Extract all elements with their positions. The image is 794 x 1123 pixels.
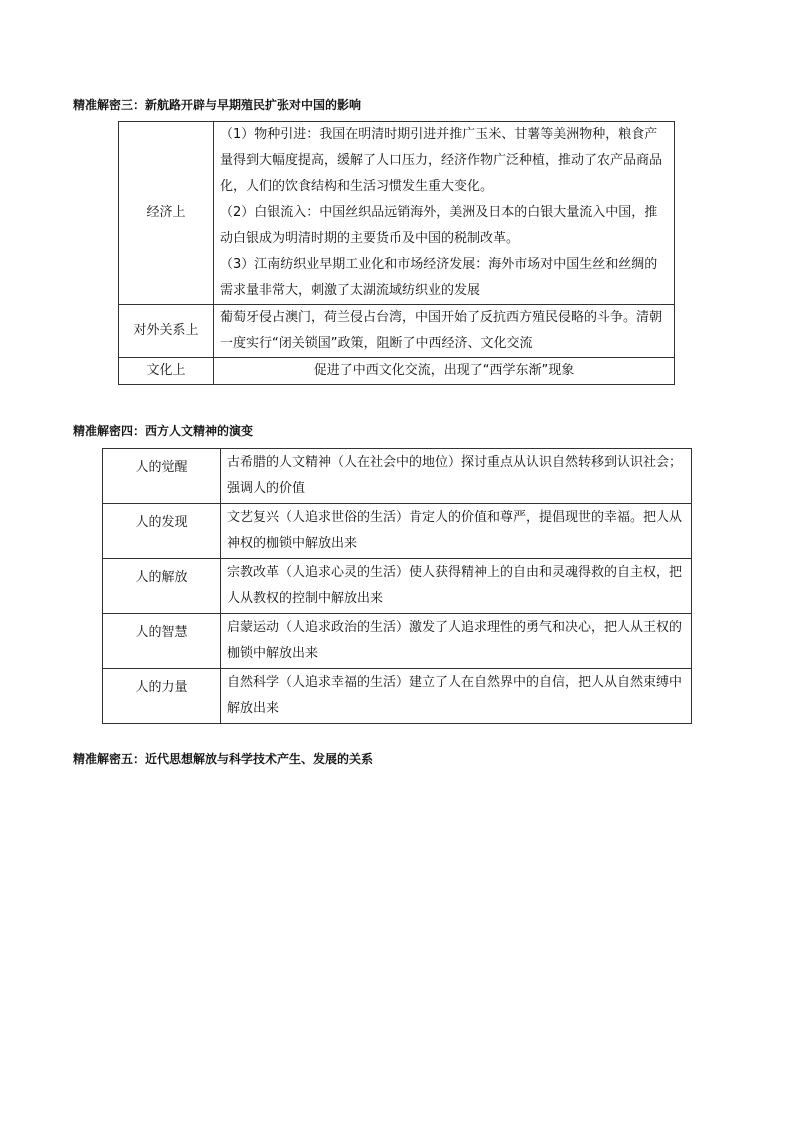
- row-content-power: 自然科学（人追求幸福的生活）建立了人在自然界中的自信，把人从自然束缚中解放出来: [221, 669, 692, 724]
- foreign-relations-paragraph: 葡萄牙侵占澳门，荷兰侵占台湾，中国开始了反抗西方殖民侵略的斗争。清朝一度实行“闭关锁国”政策，阻断了中西经济、文化交流: [220, 310, 663, 351]
- section-4-table: [102, 448, 692, 724]
- economy-paragraph-3: （3）江南纺织业早期工业化和市场经济发展：海外市场对中国生丝和丝绸的需求量非常大，刺激了太湖流域纺织业的发展: [220, 257, 658, 298]
- row-label-foreign-relations: 对外关系上: [119, 305, 214, 358]
- row-content-foreign-relations: [214, 305, 675, 358]
- row-label-discovery: 人的发现: [103, 504, 221, 559]
- table-row: [119, 305, 675, 358]
- section-3-heading: 精准解密三：新航路开辟与早期殖民扩张对中国的影响: [73, 98, 362, 112]
- table-row: [103, 449, 692, 504]
- economy-paragraph-1: （1）物种引进：我国在明清时期引进并推广玉米、甘薯等美洲物种，粮食产量得到大幅度提高，缓解了人口压力，经济作物广泛种植，推动了农产品商品化，人们的饮食结构和生活习惯发生重大变化。: [220, 127, 663, 194]
- row-content-economy: [214, 122, 675, 305]
- row-label-liberation: 人的解放: [103, 559, 221, 614]
- economy-paragraph-2: （2）白银流入：中国丝织品远销海外，美洲及日本的白银大量流入中国，推动白银成为明清时期的主要货币及中国的税制改革。: [220, 205, 658, 246]
- row-content-awakening: 古希腊的人文精神（人在社会中的地位）探讨重点从认识自然转移到认识社会；强调人的价值: [221, 449, 692, 504]
- row-label-wisdom: 人的智慧: [103, 614, 221, 669]
- section-5-heading: 精准解密五：近代思想解放与科学技术产生、发展的关系: [73, 752, 374, 766]
- section-3-table: [118, 121, 675, 385]
- section-4-heading: 精准解密四：西方人文精神的演变: [73, 424, 254, 438]
- row-label-awakening: 人的觉醒: [103, 449, 221, 504]
- row-content-discovery: 文艺复兴（人追求世俗的生活）肯定人的价值和尊严，提倡现世的幸福。把人从神权的枷锁中解放出来: [221, 504, 692, 559]
- table-row: [103, 504, 692, 559]
- culture-paragraph: 促进了中西文化交流，出现了“西学东渐”现象: [313, 363, 575, 378]
- table-row: [119, 122, 675, 305]
- row-content-culture: [214, 358, 675, 385]
- table-row: [103, 614, 692, 669]
- table-row: [103, 559, 692, 614]
- table-row: [119, 358, 675, 385]
- table-row: [103, 669, 692, 724]
- row-label-power: 人的力量: [103, 669, 221, 724]
- row-content-wisdom: 启蒙运动（人追求政治的生活）激发了人追求理性的勇气和决心，把人从王权的枷锁中解放出来: [221, 614, 692, 669]
- row-label-economy: 经济上: [119, 122, 214, 305]
- row-label-culture: 文化上: [119, 358, 214, 385]
- row-content-liberation: 宗教改革（人追求心灵的生活）使人获得精神上的自由和灵魂得救的自主权，把人从教权的控制中解放出来: [221, 559, 692, 614]
